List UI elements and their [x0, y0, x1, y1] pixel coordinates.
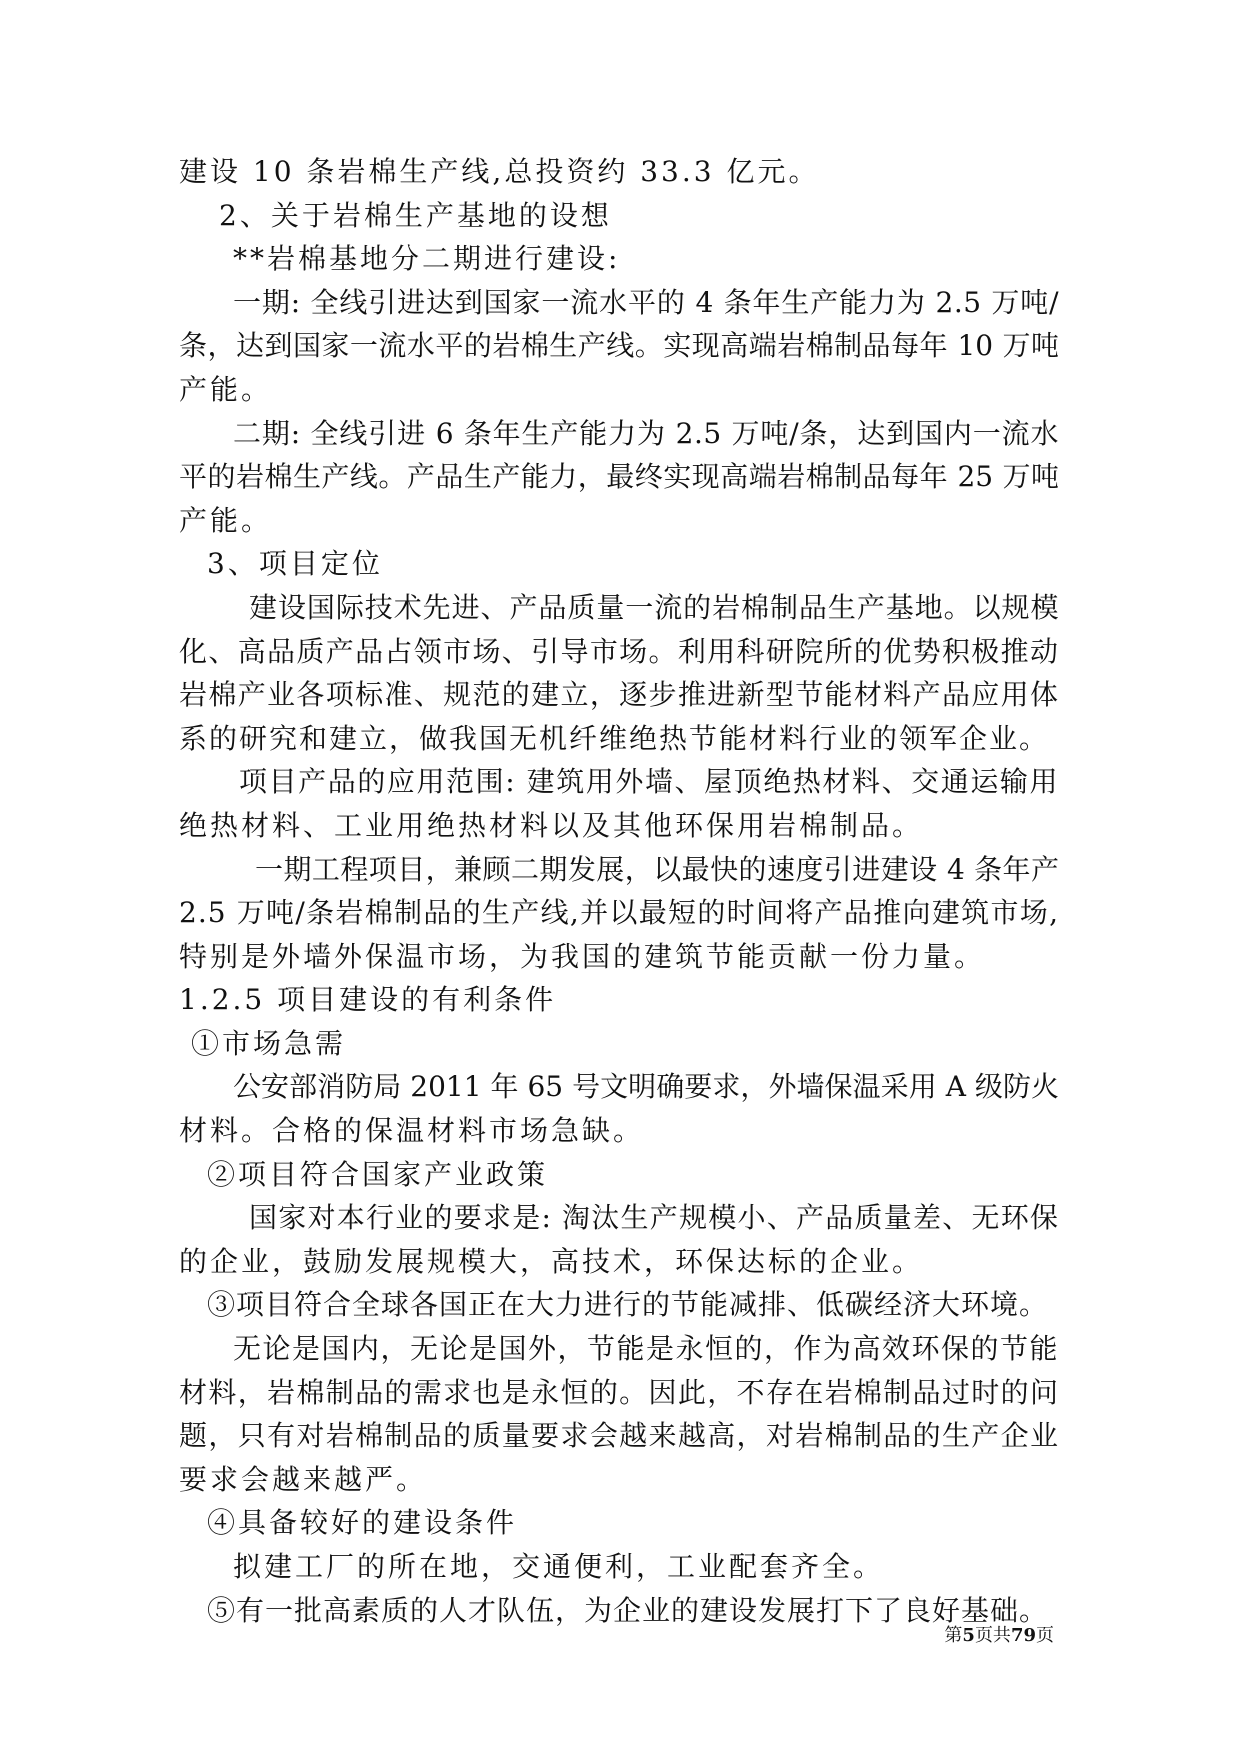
text-line: 二期: 全线引进 6 条年生产能力为 2.5 万吨/条，达到国内一流水: [233, 416, 1059, 450]
text-line: 的企业，鼓励发展规模大，高技术，环保达标的企业。: [179, 1244, 924, 1278]
list-item-heading: ③项目符合全球各国正在大力进行的节能减排、低碳经济大环境。: [207, 1288, 1049, 1322]
section-heading: 2、关于岩棉生产基地的设想: [219, 198, 612, 232]
text-line: 产能。: [179, 372, 273, 406]
body-text: [179, 150, 1059, 1632]
footer-page-number: 5: [962, 1625, 975, 1646]
footer-suffix: 页: [1036, 1625, 1054, 1646]
text-line: 绝热材料、工业用绝热材料以及其他环保用岩棉制品。: [179, 808, 924, 842]
text-line: 岩棉产业各项标准、规范的建立，逐步推进新型节能材料产品应用体: [179, 678, 1059, 712]
text-line: 无论是国内，无论是国外，节能是永恒的，作为高效环保的节能: [233, 1332, 1060, 1366]
text-line: 项目产品的应用范围: 建筑用外墙、屋顶绝热材料、交通运输用: [239, 765, 1059, 799]
footer-middle: 页共: [974, 1625, 1011, 1646]
page-footer: [944, 1621, 1054, 1647]
list-item-heading: ④具备较好的建设条件: [207, 1506, 518, 1540]
text-line: 建设国际技术先进、产品质量一流的岩棉制品生产基地。以规模: [249, 590, 1059, 624]
list-item-heading: ②项目符合国家产业政策: [207, 1157, 549, 1191]
text-line: 系的研究和建立，做我国无机纤维绝热节能材料行业的领军企业。: [179, 721, 1050, 755]
section-heading: 1.2.5 项目建设的有利条件: [179, 983, 557, 1017]
list-item-heading: ⑤有一批高素质的人才队伍，为企业的建设发展打下了良好基础。: [207, 1593, 1049, 1627]
text-line: 产能。: [179, 503, 273, 537]
text-line: 条，达到国家一流水平的岩棉生产线。实现高端岩棉制品每年 10 万吨: [179, 329, 1059, 363]
text-line: 要求会越来越严。: [179, 1462, 428, 1496]
section-heading: 3、项目定位: [207, 547, 383, 581]
text-line: 一期工程项目，兼顾二期发展，以最快的速度引进建设 4 条年产: [255, 852, 1059, 886]
text-line: 特别是外墙外保温市场，为我国的建筑节能贡献一份力量。: [179, 939, 986, 973]
text-line: 化、高品质产品占领市场、引导市场。利用科研院所的优势积极推动: [179, 634, 1059, 668]
text-line: 2.5 万吨/条岩棉制品的生产线,并以最短的时间将产品推向建筑市场,: [179, 896, 1059, 930]
text-line: 建设 10 条岩棉生产线,总投资约 33.3 亿元。: [179, 155, 820, 188]
text-line: 平的岩棉生产线。产品生产能力，最终实现高端岩棉制品每年 25 万吨: [179, 460, 1059, 494]
text-line: 公安部消防局 2011 年 65 号文明确要求，外墙保温采用 A 级防火: [233, 1070, 1059, 1104]
footer-total-pages: 79: [1010, 1625, 1036, 1646]
text-line: 材料，岩棉制品的需求也是永恒的。因此，不存在岩棉制品过时的问: [179, 1375, 1059, 1409]
footer-prefix: 第: [944, 1625, 963, 1646]
text-line: 拟建工厂的所在地，交通便利，工业配套齐全。: [233, 1550, 885, 1583]
text-line: 材料。合格的保温材料市场急缺。: [179, 1114, 645, 1148]
text-line: 一期: 全线引进达到国家一流水平的 4 条年生产能力为 2.5 万吨/: [233, 285, 1059, 319]
text-line: 国家对本行业的要求是: 淘汰生产规模小、产品质量差、无环保: [249, 1201, 1059, 1235]
text-line: 题，只有对岩棉制品的质量要求会越来越高，对岩棉制品的生产企业: [179, 1419, 1059, 1453]
text-line: **岩棉基地分二期进行建设:: [233, 242, 621, 276]
list-item-heading: ①市场急需: [191, 1026, 347, 1060]
